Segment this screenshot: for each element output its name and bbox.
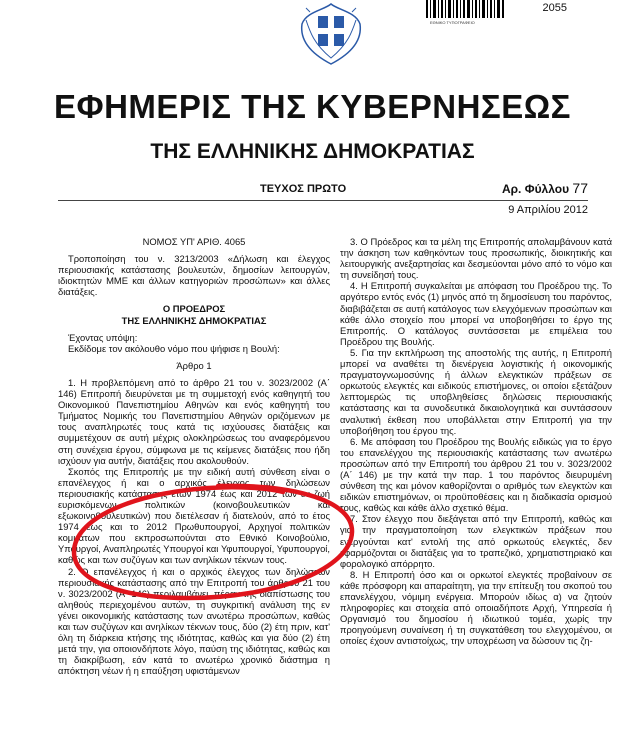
right-column-paragraph: 8. Η Επιτροπή όσο και οι ορκωτοί ελεγκτές προβαίνουν σε κάθε πρόσφορη και απαραίτητη, για την επίτευξη του σκοπού του επανελέγχου, νόμιμη ενέργεια. Μπορούν ιδίως α) να ζητούν πληροφορίες και στοιχεία από οποιαδήποτε Αρχή, Υπηρεσία ή Οργανισμό του δημοσίου ή ιδιωτικού τομέα, χωρίς την προηγούμενη συναίνεση ή τη συγκατάθεση του ελεγχομένου, οι οποίες έχουν αντιστοίχως, την υποχρέωση να δώσουν τις ζη- [340, 568, 612, 647]
left-column-paragraph: 1. Η προβλεπόμενη από το άρθρο 21 του ν. 3023/2002 (Α΄ 146) Επιτροπή διευρύνεται με τη συμμετοχή ενός καθηγητή του Οικονομικού Πανεπιστημίου Αθηνών και ενός καθηγητή του Τμήματος Νομικής του Πανεπιστημίου Αθηνών οριζόμενων με τους αναπληρωτές τους κατά τις ισχύουσες διατάξεις και συμμετέχουν σε αυτή μέχρις ολοκληρώσεως του αναφερόμενου στη συνέχεια έργου, σύμφωνα με τις κείμενες διατάξεις που ήδη ισχύουν για αυτήν, διατάξεις που ακολουθούν. [58, 376, 330, 466]
header-divider [58, 200, 588, 201]
right-column-paragraph: 6. Με απόφαση του Προέδρου της Βουλής ειδικώς για το έργο του επανελέγχου της περιουσιακής κατάστασης των ανωτέρω προσώπων από την Επιτροπή του άρθρου 21 του ν. 3023/2002 (Α΄ 146) με την κατά την παρ. 1 του παρόντος διευρυμένη σύνθεση της και μόνον καθορίζονται ο αριθμός των ελεγκτών και ειδικών επιστημόνων, οι προϋποθέσεις και η διαδικασία ορισμού τους, καθώς και κάθε άλλο σχετικό θέμα. [340, 435, 612, 514]
left-column-paragraph: Έχοντας υπόψη: [68, 331, 138, 343]
sheet-label: Αρ. Φύλλου [501, 182, 570, 196]
right-column-paragraph: 3. Ο Πρόεδρος και τα μέλη της Επιτροπής απολαμβάνουν κατά την άσκηση των καθηκόντων τους προσωπικής, διοικητικής και λειτουργικής ανεξαρτησίας και δεσμεύονται μόνο από το νόμο και τη συνείδησή τους. [340, 236, 612, 281]
issue-date: 9 Απριλίου 2012 [508, 204, 588, 216]
right-column [340, 236, 612, 646]
issue-type: ΤΕΥΧΟΣ ΠΡΩΤΟ [260, 183, 347, 195]
left-column-paragraph: Άρθρο 1 [176, 359, 212, 371]
left-column-paragraph: Ο ΠΡΟΕΔΡΟΣ [162, 303, 226, 315]
page-number: 2055 [542, 2, 567, 14]
barcode-icon [426, 0, 504, 18]
left-column-paragraph: Τροποποίηση του ν. 3213/2003 «Δήλωση και έλεγχος περιουσιακής κατάστασης βουλευτών, δημοσίων λειτουργών, ιδιοκτητών ΜΜΕ και άλλων κατηγοριών προσώπων» και άλλες διατάξεις. [58, 253, 330, 298]
coat-of-arms-icon [296, 2, 366, 68]
left-column-paragraph: 2. Ο επανέλεγχος ή και ο αρχικός έλεγχος των δηλώσεων περιουσιακής κατάστασης από την Επιτροπή του άρθρου 21 του ν. 3023/2002 (Α΄ 146) περιλαμβάνει, πέραν της διαπίστωσης του αληθούς περιεχομένου αυτών, τη συγκριτική ανάλυση της εν γένει οικονομικής κατάστασης των ανωτέρω προσώπων, καθώς και των συζύγων και ανηλίκων τέκνων τους, δύο (2) έτη πριν, κατ' όλη τη διάρκεια κτήσης της ιδιότητας, καθώς και για δύο (2) έτη μετά την, για οποιονδήποτε λόγο, παύση της ιδιότητας, καθώς και τη διακρίβωση, εάν κατά το ανωτέρω χρονικό διάστημα η απόκτηση νέων ή η επαύξηση υφιστάμενων [58, 565, 330, 677]
left-column [58, 236, 330, 676]
red-annotation-ellipse [68, 480, 358, 605]
gazette-title: ΕΦΗΜΕΡΙΣ ΤΗΣ ΚΥΒΕΡΝΗΣΕΩΣ [54, 88, 571, 125]
left-column-paragraph: Εκδίδομε τον ακόλουθο νόμο που ψήφισε η Βουλή: [68, 342, 280, 354]
right-column-paragraph: 5. Για την εκπλήρωση της αποστολής της αυτής, η Επιτροπή μπορεί να αναθέτει τη διενέργεια λογιστικής ή οικονομικής πραγματογνωμοσύνης ή άλλων ελεγκτικών πράξεων σε ορκωτούς ελεγκτές και ειδικούς επιστήμονες, οι οποίοι εξετάζουν λεπτομερώς τις υποβληθείσες δηλώσεις περιουσιακής κατάστασης και τα συνοδευτικά δικαιολογητικά και συντάσσουν αναλυτική έκθεση που υποβάλλεται στην Επιτροπή για την υποβοήθηση του έργου της. [340, 346, 612, 436]
right-column-paragraph: 4. Η Επιτροπή συγκαλείται με απόφαση του Προέδρου της. Το αργότερο εντός ενός (1) μηνός από τη δημοσίευση του παρόντος, διαβιβάζεται σε αυτή κατάλογος των ελεγχόμενων προσώπων και κάθε άλλο στοιχείο που μπορεί να υποβοηθήσει το έργο της Επιτροπής. Ο κατάλογος συντάσσεται με επιμέλεια του Προέδρου της Βουλής. [340, 280, 612, 347]
left-column-paragraph: ΝΟΜΟΣ ΥΠ' ΑΡΙΘ. 4065 [142, 236, 246, 247]
republic-title: ΤΗΣ ΕΛΛΗΝΙΚΗΣ ΔΗΜΟΚΡΑΤΙΑΣ [150, 140, 475, 163]
printing-office-logo: ΕΘΝΙΚΟ ΤΥΠΟΓΡΑΦΕΙΟ [430, 20, 475, 25]
sheet-number-value: 77 [572, 180, 588, 196]
right-column-paragraph: 7. Στον έλεγχο που διεξάγεται από την Επιτροπή, καθώς και για την πραγματοποίηση των ελεγκτικών πράξεων που ενεργούνται κατ' εντολή της από ορκωτούς ελεγκτές, δεν εφαρμόζονται οι διατάξεις για το τραπεζικό, χρηματιστηριακό και φορολογικό απόρρητο. [340, 513, 612, 569]
left-column-paragraph: Σκοπός της Επιτροπής με την ειδική αυτή σύνθεση είναι ο επανέλεγχος ή και ο αρχικός έλεγχος των δηλώσεων περιουσιακής κατάστασης ετών 1974 έως και 2012 των εν ζωή ευρισκόμενων πολιτικών (κοινοβουλευτικών και εξωκοινοβουλευτικών) που διετέλεσαν ή διατελούν, από το έτος 1974 έως και το 2012 Πρωθυπουργοί, Αρχηγοί πολιτικών κομμάτων που εκπροσωπούνται στο Εθνικό Κοινοβούλιο, Υπουργοί, Αναπληρωτές Υπουργοί και Υφυπουργοί, Υφυπουργοί, καθώς και των συζύγων και των ανηλίκων τέκνων τους. [58, 465, 330, 566]
left-column-paragraph: ΤΗΣ ΕΛΛΗΝΙΚΗΣ ΔΗΜΟΚΡΑΤΙΑΣ [121, 314, 267, 326]
sheet-number [502, 180, 588, 196]
